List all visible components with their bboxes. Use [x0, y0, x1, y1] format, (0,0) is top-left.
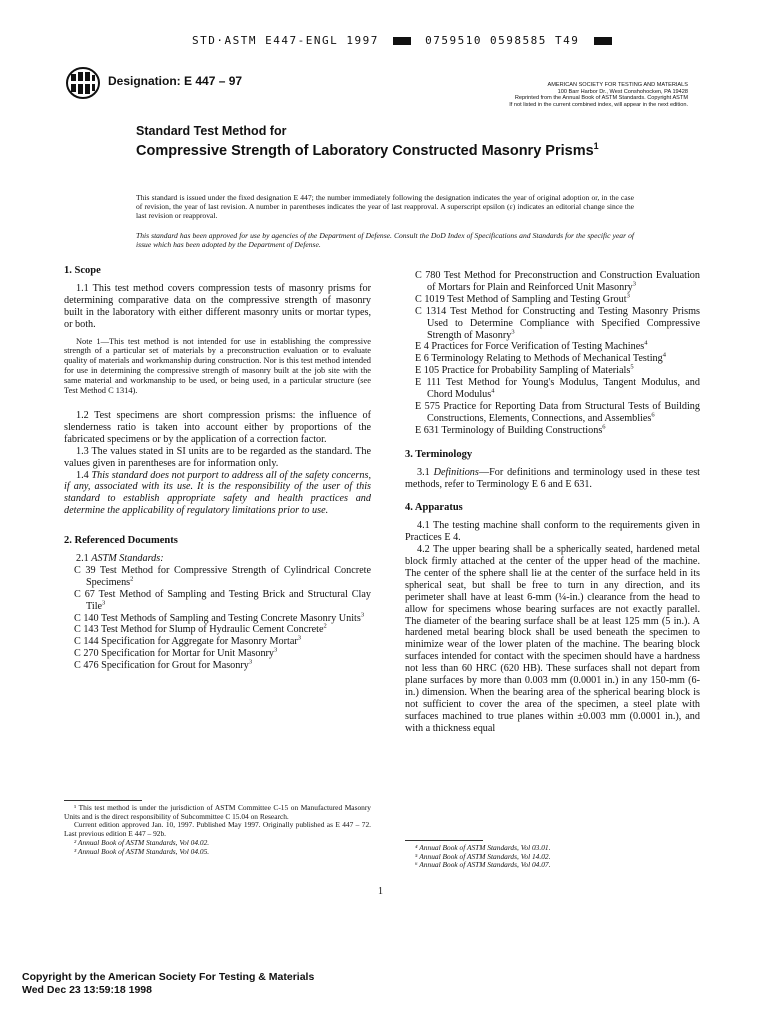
footnote-mark: 4 — [491, 387, 495, 395]
footnote-mark: 3 — [360, 611, 365, 619]
reference-item — [405, 425, 700, 437]
footnotes-left — [64, 800, 371, 856]
paragraph-1-2: 1.2 Test specimens are short compression prisms: the influence of slenderness ratio is taken into account either by proportions of the fabricated specimens or by the application of a correction factor. — [64, 409, 371, 445]
page-number: 1 — [378, 886, 383, 897]
paragraph-number: 3.1 — [417, 466, 434, 478]
reference-text: C 780 Test Method for Preconstruction and Construction Evaluation of Mortars for Plain and Reinforced Unit Masonry — [415, 270, 700, 293]
title-text: Compressive Strength of Laboratory Constructed Masonry Prisms — [136, 143, 594, 159]
barcode-block — [594, 37, 612, 45]
footnote-mark: 3 — [297, 634, 302, 642]
paragraph-3-1 — [405, 467, 700, 491]
paragraph-1-1: 1.1 This test method covers compression tests of masonry prisms for determining comparative data on the compressive strength of masonry built in the laboratory with either different masonry units or mortar types, or both. — [64, 282, 371, 330]
paragraph-1-3: 1.3 The values stated in SI units are to be regarded as the standard. The values given in parentheses are for information only. — [64, 445, 371, 469]
reference-item — [64, 565, 371, 589]
section-heading-apparatus: 4. Apparatus — [405, 502, 463, 514]
left-column — [64, 265, 371, 672]
paragraph-2-1 — [64, 553, 371, 565]
reference-text: C 1314 Test Method for Constructing and Testing Masonry Prisms Used to Determine Compliance with Specified Compressive Strength of Masonry — [415, 305, 700, 341]
paragraph-number: 1.4 — [76, 469, 92, 481]
reference-text: E 6 Terminology Relating to Methods of Mechanical Testing — [415, 353, 663, 365]
footnote-mark: 2 — [323, 623, 327, 631]
header-id-text: STD·ASTM E447-ENGL 1997 — [192, 34, 379, 47]
reference-item — [64, 624, 371, 636]
page-title — [136, 143, 636, 160]
footnote-mark: 3 — [626, 292, 630, 300]
reference-text: E 631 Terminology of Building Constructions — [415, 424, 603, 436]
footnote-mark: 5 — [630, 363, 634, 371]
section-heading-terminology: 3. Terminology — [405, 448, 473, 460]
reference-item — [405, 377, 700, 401]
footnote-rule — [405, 840, 483, 841]
dod-notice: This standard has been approved for use by agencies of the Department of Defense. Consult the DoD Index of Specifications and Standards for the specific year of issue which has been adopted by the Department of Defense. — [136, 231, 634, 250]
reference-item — [405, 401, 700, 425]
society-address-block — [440, 82, 688, 108]
footnote-mark: 2 — [130, 575, 134, 583]
section-heading-scope: 1. Scope — [64, 265, 101, 276]
reference-text: E 105 Practice for Probability Sampling of Materials — [415, 365, 631, 377]
reference-text: C 67 Test Method of Sampling and Testing Brick and Structural Clay Tile — [74, 588, 371, 612]
reference-item — [405, 341, 700, 353]
reference-item — [405, 294, 700, 306]
footnote-mark: 3 — [632, 280, 636, 288]
reference-item — [64, 660, 371, 672]
footnote-rule — [64, 800, 142, 801]
reference-text: C 144 Specification for Aggregate for Masonry Mortar — [74, 636, 298, 648]
safety-caveat: This standard does not purport to address all of the safety concerns, if any, associated with its use. It is the responsibility of the user of this standard to establish appropriate safety and health practices and determine the applicability of regulatory limitations prior to use. — [64, 469, 371, 517]
reference-text: C 143 Test Method for Slump of Hydraulic Cement Concrete — [74, 624, 324, 636]
reference-item — [64, 636, 371, 648]
footnote-4: ⁴ Annual Book of ASTM Standards, Vol 03.01. — [415, 843, 551, 852]
header-code-text: 0759510 0598585 T49 — [425, 34, 580, 47]
reference-item — [64, 589, 371, 613]
society-name: AMERICAN SOCIETY FOR TESTING AND MATERIALS — [547, 82, 688, 88]
barcode-block — [393, 37, 411, 45]
definitions-text: —For definitions and terminology used in these test methods, refer to Terminology E 6 and E 631. — [405, 466, 700, 490]
copyright-line: Copyright by the American Society For Testing & Materials — [22, 971, 315, 983]
reference-text: C 39 Test Method for Compressive Strength of Cylindrical Concrete Specimens — [74, 564, 371, 588]
reference-item — [405, 270, 700, 294]
astm-standards-label: ASTM Standards: — [91, 553, 164, 565]
section-heading-referenced-documents: 2. Referenced Documents — [64, 535, 178, 547]
title-kicker: Standard Test Method for — [136, 124, 287, 138]
footnote-mark: 4 — [644, 340, 648, 348]
footnote-mark: 4 — [662, 351, 666, 359]
footnote-mark: 3 — [511, 328, 515, 336]
footnote-3: ³ Annual Book of ASTM Standards, Vol 04.05. — [74, 846, 210, 856]
astm-logo — [66, 67, 100, 99]
paragraph-4-2: 4.2 The upper bearing shall be a spherically seated, hardened metal block firmly attached at the center of the upper head of the machine. The center of the sphere shall lie at the center of the surface held in its spherical seat, but shall be free to turn in any direction, and its perimeter shall have at least 6-mm (¼-in.) clearance from the head to allow for specimens whose bearing surfaces are not exactly parallel. The diameter of the bearing surface shall be at least 125 mm (5 in.). A hardened metal bearing block shall be used beneath the specimen to minimize wear of the lower platen of the machine. The bearing block surfaces intended for contact with the specimen should have a hardness not less than 60 HRC (620 HB). These surfaces shall not depart from plane surfaces by more than 0.003 mm (0.0001 in.) in any 150-mm (6-in.) dimension. When the bearing area of the spherical bearing block is not sufficient to cover the area of the specimen, a steel plate with surfaces machined to true planes within ±0.003 mm (0.0001 in.), and with a thickness equal — [405, 544, 700, 734]
paragraph-number: 2.1 — [76, 553, 92, 565]
footnote-mark: 3 — [248, 658, 253, 666]
footnote-mark: 6 — [602, 423, 606, 431]
copyright-footer — [22, 971, 314, 996]
footnote-1-edition: Current edition approved Jan. 10, 1997. Published May 1997. Originally published as E 447 – 72. Last previous edition E 447 – 92b. — [64, 820, 371, 839]
footnote-5: ⁵ Annual Book of ASTM Standards, Vol 14.02. — [415, 851, 551, 861]
footnote-1: ¹ This test method is under the jurisdiction of ASTM Committee C-15 on Manufactured Masonry Units and is the direct responsibility of Subcommittee C 15.04 on Research. — [64, 803, 371, 821]
footnote-6: ⁶ Annual Book of ASTM Standards, Vol 04.07. — [415, 860, 551, 870]
paragraph-1-4 — [64, 470, 371, 518]
reference-text: C 270 Specification for Mortar for Unit Masonry — [74, 648, 275, 660]
reference-item — [64, 648, 371, 660]
footnote-mark: 6 — [651, 411, 655, 419]
note-1: Note 1—This test method is not intended for use in establishing the compressive strength of a particular set of materials by a preconstruction evaluation or to evaluate quality of materials and workmanship during construction. Nor is this test method intended for use in determining the compressive strength of masonry built at the job site with the same material and workmanship to be used, or being used, in a particular structure (see Test Method C 1314). — [64, 336, 371, 396]
designation: Designation: E 447 – 97 — [108, 74, 243, 88]
definitions-term: Definitions — [433, 466, 479, 478]
reprint-notice: Reprinted from the Annual Book of ASTM Standards. Copyright ASTM — [514, 95, 688, 102]
right-column — [405, 270, 700, 735]
reference-item — [405, 306, 700, 342]
copyright-timestamp: Wed Dec 23 13:59:18 1998 — [22, 983, 152, 996]
reference-text: C 476 Specification for Grout for Masonry — [74, 660, 249, 672]
reference-text: E 575 Practice for Reporting Data from Structural Tests of Building Constructions, Elements, Connections, and Assemblies — [415, 400, 700, 424]
issuance-notice: This standard is issued under the fixed designation E 447; the number immediately following the designation indicates the year of original adoption or, in the case of revision, the year of last revision. A number in parentheses indicates the year of last reapproval. A superscript epsilon (ε) indicates an editorial change since the last revision or reapproval. — [136, 193, 634, 221]
reference-text: E 4 Practices for Force Verification of Testing Machines — [415, 341, 645, 353]
index-notice: If not listed in the current combined index, will appear in the next edition. — [509, 101, 688, 108]
reference-text: C 1019 Test Method of Sampling and Testing Grout — [415, 293, 627, 305]
footnote-2: ² Annual Book of ASTM Standards, Vol 04.02. — [74, 837, 210, 847]
footnotes-right — [405, 840, 695, 870]
footnote-mark: 3 — [102, 599, 106, 607]
title-footnote-mark: 1 — [593, 141, 599, 152]
paragraph-4-1: 4.1 The testing machine shall conform to the requirements given in Practices E 4. — [405, 520, 700, 544]
document-id-header — [192, 34, 618, 47]
reference-text: C 140 Test Methods of Sampling and Testing Concrete Masonry Units — [74, 612, 361, 624]
society-address: 100 Barr Harbor Dr., West Conshohocken, PA 19428 — [557, 88, 688, 95]
reference-text: E 111 Test Method for Young's Modulus, Tangent Modulus, and Chord Modulus — [415, 377, 700, 401]
reference-item — [405, 365, 700, 377]
footnote-mark: 3 — [274, 646, 278, 654]
reference-item — [405, 353, 700, 365]
